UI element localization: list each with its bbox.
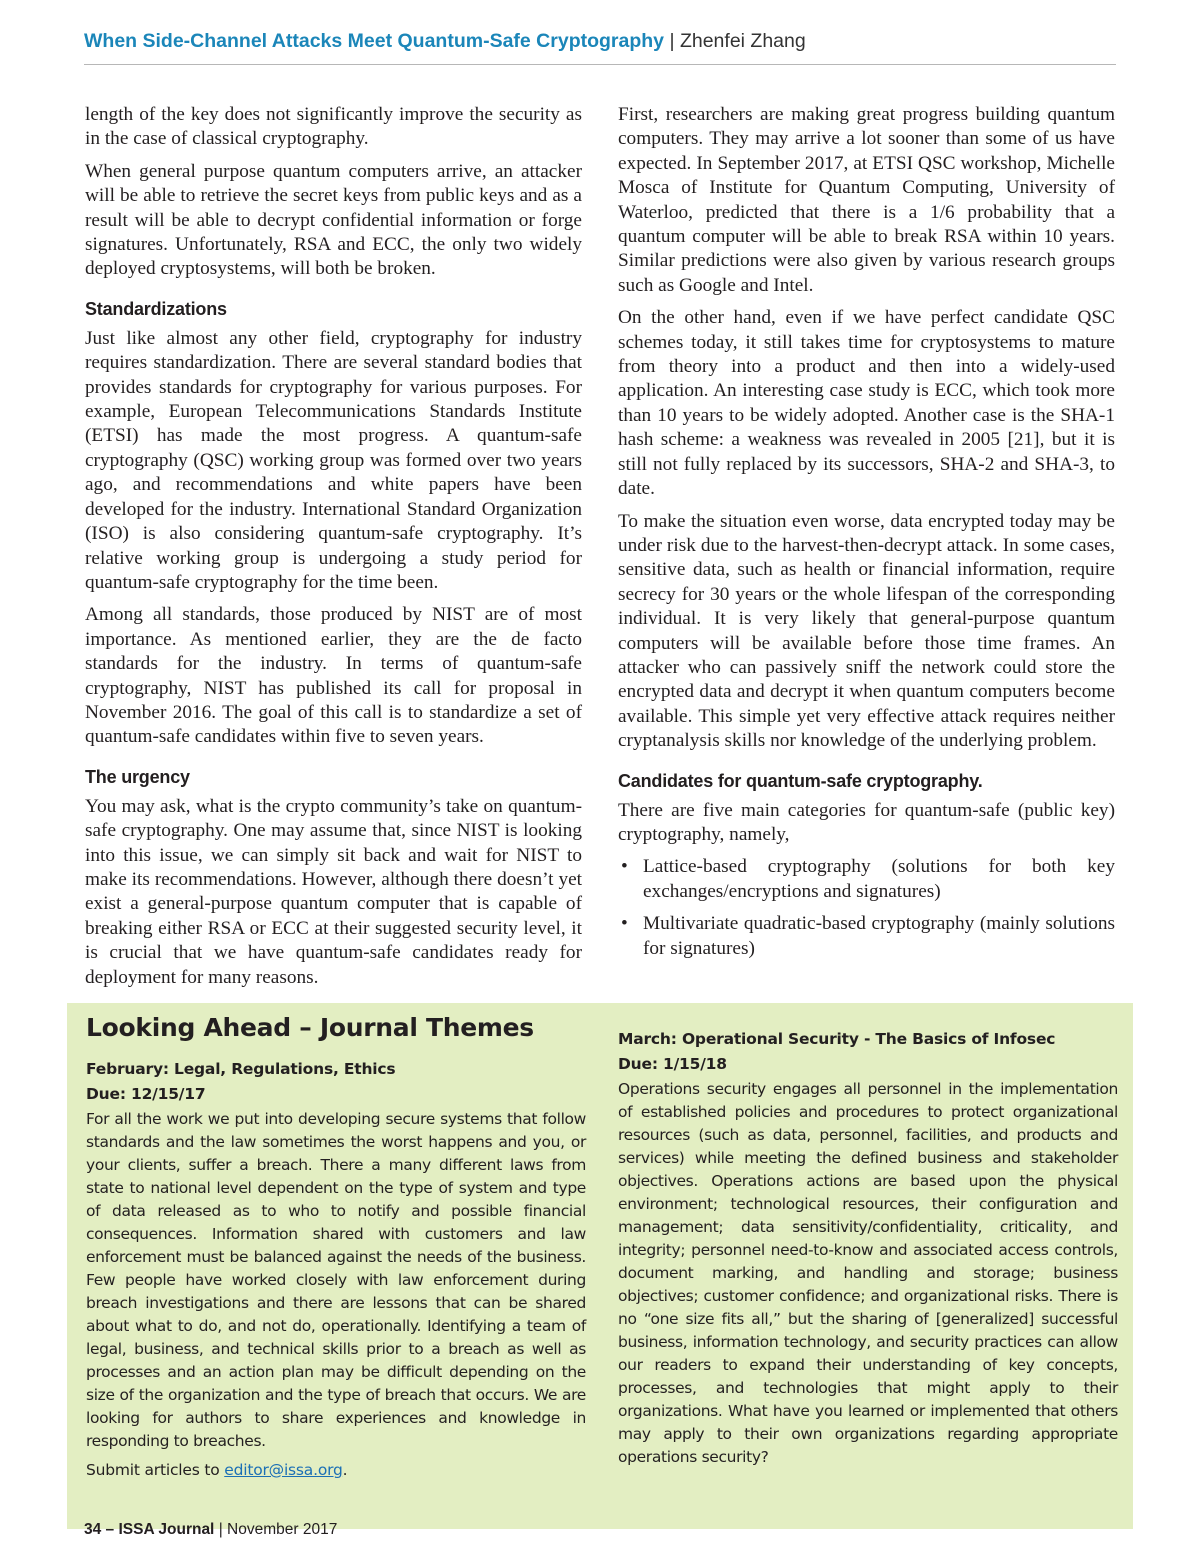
- editor-email-link[interactable]: editor@issa.org: [224, 1461, 343, 1479]
- section-heading-urgency: The urgency: [85, 766, 190, 787]
- candidate-list: [618, 855, 1115, 961]
- paragraph: To make the situation even worse, data encrypted today may be under risk due to the harvest-then-decrypt attack. In some cases, sensitive data, such as health or financial information, require secrecy for 30 years or the whole lifespan of the corresponding individual. It is very likely that general-purpose quantum computers will be available before those time frames. An attacker who can passively sniff the network could store the encrypted data and decrypt it when quantum computers become available. This simple yet very effective attack requires neither cryptanalysis skills nor knowledge of the underlying problem.: [618, 510, 1115, 752]
- left-column: [85, 103, 582, 998]
- page-number: 34 – ISSA Journal: [84, 1521, 215, 1538]
- article-title: When Side-Channel Attacks Meet Quantum-Safe Cryptography: [84, 30, 665, 52]
- february-description: For all the work we put into developing secure systems that follow standards and the law sometimes the worst happens and you, or your clients, suffer a breach. There a many different laws from state to national level dependent on the type of system and type of data released as to who to notify and possible financial consequences. Information shared with customers and law enforcement must be balanced against the needs of the business. Few people have worked closely with law enforcement during breach investigations and there are lessons that can be shared about what to do, and not do, operationally. Identifying a team of legal, business, and technical skills prior to a breach as well as processes and an action plan may be difficult depending on the size of the organization and the type of breach that occurs. We are looking for authors to share experiences and knowledge in responding to breaches.: [86, 1110, 586, 1450]
- paragraph: When general purpose quantum computers arrive, an attacker will be able to retrieve the secret keys from public keys and as a result will be able to decrypt confidential information or forge signatures. Unfortunately, RSA and ECC, the only two widely deployed cryptosystems, will both be broken.: [85, 160, 582, 280]
- footer-separator: |: [218, 1521, 223, 1538]
- themes-title: Looking Ahead – Journal Themes: [86, 1013, 534, 1042]
- list-item: • Multivariate quadratic-based cryptography (mainly solutions for signatures): [618, 912, 1115, 961]
- header-separator: |: [669, 30, 675, 52]
- header-rule: [84, 64, 1116, 65]
- paragraph: There are five main categories for quantum-safe (public key) cryptography, namely,: [618, 799, 1115, 845]
- submit-period: .: [342, 1461, 348, 1479]
- running-header: [84, 30, 1116, 53]
- journal-themes-box: [67, 1003, 1133, 1529]
- right-column: [618, 103, 1115, 969]
- paragraph: First, researchers are making great progress building quantum computers. They may arrive a lot sooner than some of us have expected. In September 2017, at ETSI QSC workshop, Michelle Mosca of Institute for Quantum Computing, University of Waterloo, predicted that there is a 1/6 probability that a quantum computer will be able to break RSA within 10 years. Similar predictions were also given by various research groups such as Google and Intel.: [618, 104, 1115, 296]
- author-name: Zhenfei Zhang: [679, 30, 806, 52]
- paragraph: Among all standards, those produced by NIST are of most importance. As mentioned earlier, they are the de facto standards for the industry. In terms of quantum-safe cryptography, NIST has published its call for proposal in November 2016. The goal of this call is to standardize a set of quantum-safe candidates within five to seven years.: [85, 604, 582, 748]
- paragraph: On the other hand, even if we have perfect candidate QSC schemes today, it still takes time for cryptosystems to mature from theory into a product and then into a widely-used application. An interesting case study is ECC, which took more than 10 years to be widely adopted. Another case is the SHA-1 hash scheme: a weakness was revealed in 2005 [21], but it is still not fully replaced by its successors, SHA-2 and SHA-3, to date.: [618, 307, 1115, 500]
- submit-text: Submit articles to: [86, 1461, 220, 1479]
- march-description: Operations security engages all personnel in the implementation of established policies and procedures to protect organizational resources (such as data, personnel, facilities, and products and services) while meeting the defined business and stakeholder objectives. Operations actions are based upon the physical environment; technological resources, their configuration and management; data sensitivity/confidentiality, criticality, and integrity; personnel need-to-know and associated access controls, document marking, and handling and storage; business objectives; customer confidence; and organizational risks. There is no “one size fits all,” but the sharing of [generalized] successful business, information technology, and security practices can allow our readers to expand their understanding of key concepts, processes, and technologies that might apply to their organizations. What have you learned or implemented that others may apply to their own organizations regarding appropriate operations security?: [618, 1080, 1118, 1466]
- march-due-date: Due: 1/15/18: [618, 1055, 727, 1073]
- paragraph: Just like almost any other field, cryptography for industry requires standardization. There are several standard bodies that provides standards for cryptography for various purposes. For example, European Telecommunications Standards Institute (ETSI) has made the most progress. A quantum-safe cryptography (QSC) working group was formed over two years ago, and recommendations and white papers have been developed for the industry. International Standard Organization (ISO) is also considering quantum-safe cryptography. It’s relative working group is undergoing a study period for quantum-safe cryptography for the time been.: [85, 327, 582, 593]
- paragraph: You may ask, what is the crypto community’s take on quantum-safe cryptography. One may assume that, since NIST is looking into this issue, we can simply sit back and wait for NIST to make its recommendations. However, although there doesn’t yet exist a general-purpose quantum computer that is capable of breaking either RSA or ECC at their suggested security level, it is crucial that we have quantum-safe candidates ready for deployment for many reasons.: [85, 795, 582, 988]
- section-heading-standardizations: Standardizations: [85, 298, 227, 319]
- march-heading: March: Operational Security - The Basics of Infosec: [618, 1030, 1056, 1048]
- issue-date: November 2017: [227, 1521, 338, 1538]
- section-heading-candidates: Candidates for quantum-safe cryptography.: [618, 770, 983, 791]
- page-footer: [84, 1521, 337, 1539]
- february-heading: February: Legal, Regulations, Ethics: [86, 1060, 396, 1078]
- list-item: • Lattice-based cryptography (solutions for both key exchanges/encryptions and signatures): [618, 855, 1115, 904]
- february-theme: [86, 1058, 586, 1482]
- february-due-date: Due: 12/15/17: [86, 1085, 206, 1103]
- march-theme: [618, 1028, 1118, 1469]
- submit-line: [86, 1459, 586, 1482]
- paragraph: length of the key does not significantly improve the security as in the case of classical cryptography.: [85, 104, 582, 150]
